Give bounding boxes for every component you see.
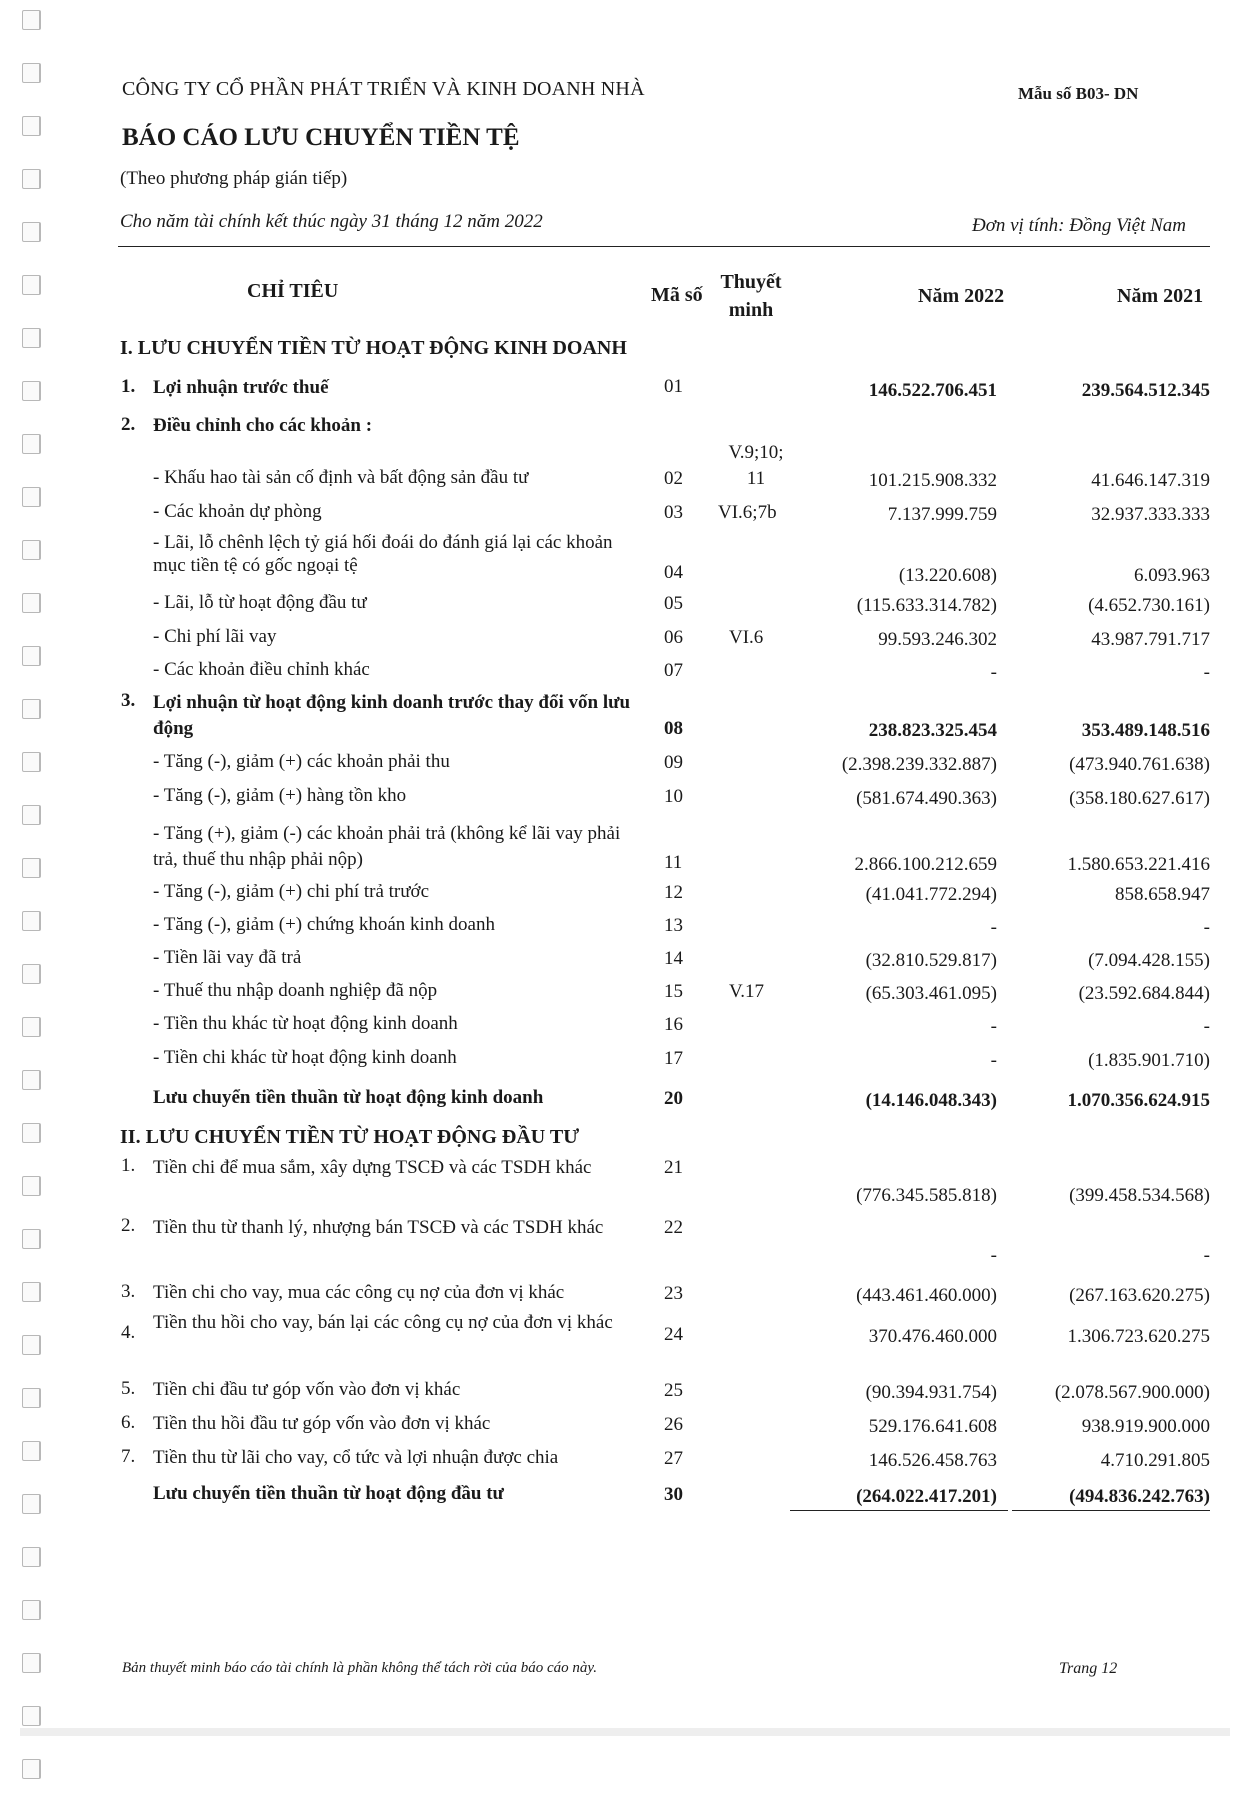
row-code: 26 xyxy=(664,1414,683,1435)
row-code: 02 xyxy=(664,468,683,489)
row-code: 15 xyxy=(664,981,683,1002)
footer-note: Bản thuyết minh báo cáo tài chính là phần không thể tách rời của báo cáo này. xyxy=(122,1660,598,1676)
row-label: - Chi phí lãi vay xyxy=(153,626,277,647)
row-label: Tiền thu hồi đầu tư góp vốn vào đơn vị khác xyxy=(153,1413,491,1434)
row-label: - Tăng (-), giảm (+) chứng khoán kinh doanh xyxy=(153,914,495,935)
section-investing-heading: II. LƯU CHUYỂN TIỀN TỪ HOẠT ĐỘNG ĐẦU TƯ xyxy=(120,1126,580,1148)
value-2022: (776.345.585.818) xyxy=(856,1185,997,1206)
row-label: Tiền thu hồi cho vay, bán lại các công cụ nợ của đơn vị khác xyxy=(153,1312,613,1333)
row-label: Tiền chi để mua sắm, xây dựng TSCĐ và các TSDH khác xyxy=(153,1157,592,1178)
value-2021: 1.580.653.221.416 xyxy=(1067,854,1210,875)
row-note: VI.6 xyxy=(729,627,764,648)
row-label: Tiền chi đầu tư góp vốn vào đơn vị khác xyxy=(153,1379,461,1400)
value-2021: - xyxy=(1203,1245,1210,1266)
row-code: 20 xyxy=(664,1088,683,1109)
row-code: 17 xyxy=(664,1048,683,1069)
value-2022: - xyxy=(990,1050,997,1071)
row-code: 07 xyxy=(664,660,683,681)
value-2022: - xyxy=(990,917,997,938)
row-label: - Các khoản dự phòng xyxy=(153,501,322,522)
value-2022: 238.823.325.454 xyxy=(868,720,997,741)
value-2021: (7.094.428.155) xyxy=(1088,950,1210,971)
row-code: 08 xyxy=(664,718,683,739)
row-number: 4. xyxy=(121,1322,136,1343)
value-2022: (13.220.608) xyxy=(898,565,997,586)
section-operating-heading: I. LƯU CHUYỂN TIỀN TỪ HOẠT ĐỘNG KINH DOANH xyxy=(120,337,627,359)
row-label: - Lãi, lỗ chênh lệch tỷ giá hối đoái do đánh giá lại các khoản mục tiền tệ có gốc ngoại tệ xyxy=(153,532,613,576)
company-name: CÔNG TY CỔ PHẦN PHÁT TRIỂN VÀ KINH DOANH NHÀ xyxy=(122,78,645,100)
column-header-code: Mã số xyxy=(651,284,703,306)
row-number: 3. xyxy=(121,690,136,711)
row-note: V.17 xyxy=(729,981,765,1002)
value-2021: 1.070.356.624.915 xyxy=(1067,1090,1210,1111)
row-label: - Tiền chi khác từ hoạt động kinh doanh xyxy=(153,1047,457,1068)
value-2021: 4.710.291.805 xyxy=(1100,1450,1210,1471)
value-2022: (41.041.772.294) xyxy=(865,884,997,905)
value-2021: (23.592.684.844) xyxy=(1078,983,1210,1004)
value-2021: (494.836.242.763) xyxy=(1069,1486,1210,1507)
row-label: Lợi nhuận từ hoạt động kinh doanh trước thay đổi vốn lưu động xyxy=(153,692,631,739)
value-2022: (32.810.529.817) xyxy=(865,950,997,971)
row-code: 22 xyxy=(664,1217,683,1238)
value-2021: (1.835.901.710) xyxy=(1088,1050,1210,1071)
row-label: - Tiền thu khác từ hoạt động kinh doanh xyxy=(153,1013,458,1034)
value-2021: 938.919.900.000 xyxy=(1081,1416,1210,1437)
value-2022: (90.394.931.754) xyxy=(865,1382,997,1403)
page-number: Trang 12 xyxy=(1059,1660,1118,1677)
row-label: Tiền thu từ lãi cho vay, cổ tức và lợi nhuận được chia xyxy=(153,1447,559,1468)
row-number: 2. xyxy=(121,414,136,435)
binding-hole xyxy=(22,1759,41,1779)
value-2022: - xyxy=(990,1245,997,1266)
row-code: 23 xyxy=(664,1283,683,1304)
row-number: 3. xyxy=(121,1281,136,1302)
value-2021: 239.564.512.345 xyxy=(1081,380,1210,401)
value-2022: (264.022.417.201) xyxy=(856,1486,997,1507)
column-header-2022: Năm 2022 xyxy=(918,285,1005,307)
row-code: 16 xyxy=(664,1014,683,1035)
value-2021: (4.652.730.161) xyxy=(1088,595,1210,616)
row-number: 1. xyxy=(121,376,136,397)
row-label: - Tiền lãi vay đã trả xyxy=(153,947,302,968)
row-code: 25 xyxy=(664,1380,683,1401)
row-code: 01 xyxy=(664,376,683,397)
value-2021: 32.937.333.333 xyxy=(1091,504,1210,525)
page-bottom-edge xyxy=(20,1728,1230,1736)
value-2021: - xyxy=(1203,662,1210,683)
value-2021: 41.646.147.319 xyxy=(1091,470,1210,491)
column-header-2021: Năm 2021 xyxy=(1117,285,1204,307)
value-2022: 146.522.706.451 xyxy=(868,380,997,401)
row-label: - Khấu hao tài sản cố định và bất động sản đầu tư xyxy=(153,467,529,488)
total-underline-2021 xyxy=(1012,1510,1210,1511)
value-2022: (14.146.048.343) xyxy=(865,1090,997,1111)
value-2022: 146.526.458.763 xyxy=(868,1450,997,1471)
row-label: - Các khoản điều chỉnh khác xyxy=(153,659,370,680)
report-method: (Theo phương pháp gián tiếp) xyxy=(120,168,348,189)
value-2022: 370.476.460.000 xyxy=(868,1326,997,1347)
row-label: Lợi nhuận trước thuế xyxy=(153,377,329,398)
row-label: Tiền thu từ thanh lý, nhượng bán TSCĐ và các TSDH khác xyxy=(153,1217,604,1238)
value-2021: (399.458.534.568) xyxy=(1069,1185,1210,1206)
value-2022: 7.137.999.759 xyxy=(887,504,997,525)
value-2022: (115.633.314.782) xyxy=(856,595,997,616)
value-2021: - xyxy=(1203,917,1210,938)
row-number: 5. xyxy=(121,1378,136,1399)
value-2021: (2.078.567.900.000) xyxy=(1054,1382,1210,1403)
value-2021: 858.658.947 xyxy=(1115,884,1210,905)
column-header-indicator: CHỈ TIÊU xyxy=(247,280,339,302)
binding-hole xyxy=(22,1706,41,1726)
row-code: 04 xyxy=(664,562,683,583)
row-number: 2. xyxy=(121,1215,136,1236)
currency-unit: Đơn vị tính: Đồng Việt Nam xyxy=(972,215,1187,236)
form-number: Mẫu số B03- DN xyxy=(1018,84,1139,103)
value-2022: (65.303.461.095) xyxy=(865,983,997,1004)
row-label: Điều chỉnh cho các khoản : xyxy=(153,415,373,436)
row-note: V.9;10; 11 xyxy=(728,442,784,489)
value-2022: (581.674.490.363) xyxy=(856,788,997,809)
value-2022: 101.215.908.332 xyxy=(868,470,997,491)
row-label: - Tăng (-), giảm (+) hàng tồn kho xyxy=(153,785,407,806)
row-label: - Thuế thu nhập doanh nghiệp đã nộp xyxy=(153,980,438,1001)
row-label: - Tăng (-), giảm (+) chi phí trả trước xyxy=(153,881,430,902)
row-note: VI.6;7b xyxy=(718,502,777,523)
row-number: 7. xyxy=(121,1446,136,1467)
row-code: 21 xyxy=(664,1157,683,1178)
value-2021: - xyxy=(1203,1016,1210,1037)
row-code: 05 xyxy=(664,593,683,614)
row-code: 30 xyxy=(664,1484,683,1505)
value-2022: (443.461.460.000) xyxy=(856,1285,997,1306)
row-code: 27 xyxy=(664,1448,683,1469)
value-2022: - xyxy=(990,1016,997,1037)
value-2021: (473.940.761.638) xyxy=(1069,754,1210,775)
row-code: 11 xyxy=(664,852,683,873)
row-label: - Tăng (-), giảm (+) các khoản phải thu xyxy=(153,751,450,772)
value-2022: 529.176.641.608 xyxy=(868,1416,997,1437)
column-header-note: Thuyết minh xyxy=(720,271,782,321)
row-label: - Tăng (+), giảm (-) các khoản phải trả (không kể lãi vay phải trả, thuế thu nhập phải nộp) xyxy=(153,823,621,870)
row-code: 10 xyxy=(664,786,683,807)
row-label: - Lãi, lỗ từ hoạt động đầu tư xyxy=(153,592,367,613)
row-label: Tiền chi cho vay, mua các công cụ nợ của đơn vị khác xyxy=(153,1282,565,1303)
total-underline-2022 xyxy=(790,1510,1008,1511)
row-code: 24 xyxy=(664,1324,683,1345)
row-code: 09 xyxy=(664,752,683,773)
row-code: 13 xyxy=(664,915,683,936)
report-title: BÁO CÁO LƯU CHUYỂN TIỀN TỆ xyxy=(122,124,520,151)
value-2021: (358.180.627.617) xyxy=(1069,788,1210,809)
value-2021: (267.163.620.275) xyxy=(1069,1285,1210,1306)
row-code: 14 xyxy=(664,948,683,969)
row-code: 03 xyxy=(664,502,683,523)
value-2022: - xyxy=(990,662,997,683)
row-label: Lưu chuyển tiền thuần từ hoạt động đầu tư xyxy=(153,1483,504,1504)
value-2021: 6.093.963 xyxy=(1134,565,1210,586)
value-2022: (2.398.239.332.887) xyxy=(841,754,997,775)
row-number: 6. xyxy=(121,1412,136,1433)
value-2021: 43.987.791.717 xyxy=(1091,629,1210,650)
value-2022: 99.593.246.302 xyxy=(878,629,997,650)
row-code: 06 xyxy=(664,627,683,648)
row-number: 1. xyxy=(121,1155,136,1176)
report-period: Cho năm tài chính kết thúc ngày 31 tháng 12 năm 2022 xyxy=(120,211,543,232)
value-2021: 1.306.723.620.275 xyxy=(1067,1326,1210,1347)
value-2021: 353.489.148.516 xyxy=(1081,720,1210,741)
row-code: 12 xyxy=(664,882,683,903)
row-label: Lưu chuyển tiền thuần từ hoạt động kinh doanh xyxy=(153,1087,544,1108)
value-2022: 2.866.100.212.659 xyxy=(854,854,997,875)
